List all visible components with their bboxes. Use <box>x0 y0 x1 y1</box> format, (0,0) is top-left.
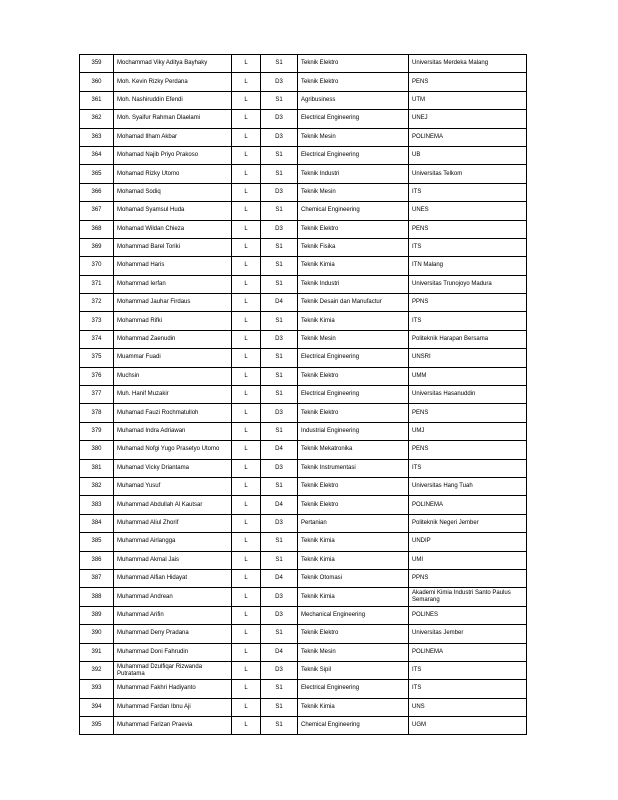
major-cell: Electrical Engineering <box>298 349 409 367</box>
row-number-cell: 383 <box>80 496 114 514</box>
row-number-cell: 378 <box>80 404 114 422</box>
university-cell: Universitas Hang Tuah <box>409 477 527 495</box>
table-row <box>80 294 527 312</box>
row-number-cell: 368 <box>80 220 114 238</box>
table-row <box>80 312 527 330</box>
major-cell: Agribusiness <box>298 91 409 109</box>
education-level-cell: S1 <box>261 477 298 495</box>
gender-cell: L <box>232 110 261 128</box>
university-cell: UNEJ <box>409 110 527 128</box>
university-cell: PENS <box>409 404 527 422</box>
name-cell: Mohamad Wildan Chieza <box>114 220 232 238</box>
major-cell: Teknik Elektro <box>298 55 409 73</box>
gender-cell: L <box>232 238 261 256</box>
table-row <box>80 606 527 624</box>
gender-cell: L <box>232 257 261 275</box>
row-number-cell: 376 <box>80 367 114 385</box>
gender-cell: L <box>232 569 261 587</box>
row-number-cell: 370 <box>80 257 114 275</box>
major-cell: Pertanian <box>298 514 409 532</box>
row-number-cell: 363 <box>80 128 114 146</box>
education-level-cell: D4 <box>261 643 298 661</box>
name-cell: Muhamad Indra Adriawan <box>114 422 232 440</box>
table-row <box>80 183 527 201</box>
table-row <box>80 330 527 348</box>
name-cell: Mohammad Barel Toriki <box>114 238 232 256</box>
education-level-cell: D3 <box>261 128 298 146</box>
name-cell: Moh. Kevin Rizky Perdana <box>114 73 232 91</box>
table-row <box>80 220 527 238</box>
major-cell: Teknik Mesin <box>298 643 409 661</box>
table-row <box>80 441 527 459</box>
row-number-cell: 384 <box>80 514 114 532</box>
university-cell: PPNS <box>409 569 527 587</box>
major-cell: Electrical Engineering <box>298 146 409 164</box>
gender-cell: L <box>232 183 261 201</box>
major-cell: Industrial Engineering <box>298 422 409 440</box>
name-cell: Mohamad Syamsul Huda <box>114 202 232 220</box>
major-cell: Mechanical Engineering <box>298 606 409 624</box>
table-row <box>80 533 527 551</box>
gender-cell: L <box>232 533 261 551</box>
name-cell: Muhammad Deny Pradana <box>114 625 232 643</box>
education-level-cell: D3 <box>261 661 298 679</box>
table-row <box>80 698 527 716</box>
university-cell: UMJ <box>409 422 527 440</box>
name-cell: Muhammad Aliul Zhorif <box>114 514 232 532</box>
table-row <box>80 477 527 495</box>
major-cell: Teknik Kimia <box>298 588 409 606</box>
major-cell: Teknik Elektro <box>298 73 409 91</box>
major-cell: Electrical Engineering <box>298 110 409 128</box>
gender-cell: L <box>232 643 261 661</box>
gender-cell: L <box>232 165 261 183</box>
university-cell: POLINEMA <box>409 496 527 514</box>
university-cell: UNS <box>409 698 527 716</box>
gender-cell: L <box>232 717 261 735</box>
name-cell: Mochammad Viky Aditya Bayhaky <box>114 55 232 73</box>
university-cell: POLINEMA <box>409 643 527 661</box>
name-cell: Muchsin <box>114 367 232 385</box>
university-cell: ITS <box>409 459 527 477</box>
major-cell: Teknik Mekatronika <box>298 441 409 459</box>
major-cell: Teknik Kimia <box>298 312 409 330</box>
gender-cell: L <box>232 496 261 514</box>
table-row <box>80 275 527 293</box>
gender-cell: L <box>232 680 261 698</box>
major-cell: Teknik Kimia <box>298 257 409 275</box>
gender-cell: L <box>232 128 261 146</box>
table-row <box>80 238 527 256</box>
gender-cell: L <box>232 146 261 164</box>
education-level-cell: S1 <box>261 625 298 643</box>
row-number-cell: 382 <box>80 477 114 495</box>
table-row <box>80 459 527 477</box>
row-number-cell: 374 <box>80 330 114 348</box>
name-cell: Muhammad Akmal Jais <box>114 551 232 569</box>
university-cell: PENS <box>409 73 527 91</box>
education-level-cell: S1 <box>261 238 298 256</box>
row-number-cell: 385 <box>80 533 114 551</box>
name-cell: Muhammad Dzulfiqar Rizwanda Putratama <box>114 661 232 679</box>
gender-cell: L <box>232 367 261 385</box>
table-row <box>80 717 527 735</box>
major-cell: Teknik Elektro <box>298 625 409 643</box>
education-level-cell: S1 <box>261 533 298 551</box>
university-cell: ITS <box>409 661 527 679</box>
education-level-cell: D3 <box>261 110 298 128</box>
university-cell: Universitas Telkom <box>409 165 527 183</box>
gender-cell: L <box>232 55 261 73</box>
education-level-cell: S1 <box>261 680 298 698</box>
university-cell: PENS <box>409 220 527 238</box>
university-cell: Universitas Hasanuddin <box>409 386 527 404</box>
major-cell: Teknik Otomasi <box>298 569 409 587</box>
table-row <box>80 422 527 440</box>
name-cell: Muhammad Fardan Ibnu Aji <box>114 698 232 716</box>
participant-table <box>79 54 527 735</box>
university-cell: ITS <box>409 238 527 256</box>
table-row <box>80 146 527 164</box>
gender-cell: L <box>232 661 261 679</box>
university-cell: UTM <box>409 91 527 109</box>
education-level-cell: D3 <box>261 220 298 238</box>
row-number-cell: 395 <box>80 717 114 735</box>
gender-cell: L <box>232 349 261 367</box>
row-number-cell: 386 <box>80 551 114 569</box>
table-row <box>80 588 527 606</box>
name-cell: Muh. Hanif Muzakir <box>114 386 232 404</box>
education-level-cell: S1 <box>261 422 298 440</box>
university-cell: ITS <box>409 680 527 698</box>
row-number-cell: 373 <box>80 312 114 330</box>
table-row <box>80 110 527 128</box>
row-number-cell: 391 <box>80 643 114 661</box>
table-row <box>80 91 527 109</box>
education-level-cell: D3 <box>261 330 298 348</box>
table-row <box>80 367 527 385</box>
name-cell: Muhammad Airlangga <box>114 533 232 551</box>
university-cell: Universitas Trunojoyo Madura <box>409 275 527 293</box>
name-cell: Muhammad Farizan Praevia <box>114 717 232 735</box>
major-cell: Teknik Desain dan Manufactur <box>298 294 409 312</box>
major-cell: Teknik Kimia <box>298 533 409 551</box>
education-level-cell: S1 <box>261 257 298 275</box>
table-row <box>80 165 527 183</box>
table-body <box>80 55 527 735</box>
table-row <box>80 386 527 404</box>
row-number-cell: 381 <box>80 459 114 477</box>
gender-cell: L <box>232 459 261 477</box>
row-number-cell: 392 <box>80 661 114 679</box>
gender-cell: L <box>232 625 261 643</box>
university-cell: Politeknik Harapan Bersama <box>409 330 527 348</box>
university-cell: Politeknik Negeri Jember <box>409 514 527 532</box>
education-level-cell: S1 <box>261 146 298 164</box>
university-cell: PENS <box>409 441 527 459</box>
row-number-cell: 361 <box>80 91 114 109</box>
table-row <box>80 202 527 220</box>
education-level-cell: D4 <box>261 294 298 312</box>
name-cell: Mohammad Jauhar Firdaus <box>114 294 232 312</box>
education-level-cell: S1 <box>261 202 298 220</box>
education-level-cell: S1 <box>261 367 298 385</box>
gender-cell: L <box>232 312 261 330</box>
major-cell: Teknik Elektro <box>298 367 409 385</box>
table-row <box>80 404 527 422</box>
major-cell: Electrical Engineering <box>298 386 409 404</box>
university-cell: POLINES <box>409 606 527 624</box>
major-cell: Teknik Industri <box>298 165 409 183</box>
table-row <box>80 514 527 532</box>
education-level-cell: S1 <box>261 165 298 183</box>
table-row <box>80 661 527 679</box>
university-cell: UNSRI <box>409 349 527 367</box>
university-cell: UMI <box>409 551 527 569</box>
name-cell: Mohamad Sodiq <box>114 183 232 201</box>
table-row <box>80 128 527 146</box>
row-number-cell: 362 <box>80 110 114 128</box>
university-cell: Universitas Jember <box>409 625 527 643</box>
row-number-cell: 369 <box>80 238 114 256</box>
university-cell: UNDIP <box>409 533 527 551</box>
row-number-cell: 379 <box>80 422 114 440</box>
major-cell: Teknik Elektro <box>298 220 409 238</box>
name-cell: Muhammad Doni Fahrudin <box>114 643 232 661</box>
name-cell: Muhamad Fauzi Rochmatulloh <box>114 404 232 422</box>
gender-cell: L <box>232 73 261 91</box>
major-cell: Teknik Kimia <box>298 551 409 569</box>
row-number-cell: 359 <box>80 55 114 73</box>
gender-cell: L <box>232 422 261 440</box>
major-cell: Teknik Mesin <box>298 330 409 348</box>
name-cell: Moh. Syaifur Rahman Dlaelami <box>114 110 232 128</box>
gender-cell: L <box>232 698 261 716</box>
name-cell: Muhammad Arifin <box>114 606 232 624</box>
education-level-cell: S1 <box>261 349 298 367</box>
row-number-cell: 377 <box>80 386 114 404</box>
row-number-cell: 380 <box>80 441 114 459</box>
gender-cell: L <box>232 275 261 293</box>
major-cell: Teknik Instrumentasi <box>298 459 409 477</box>
education-level-cell: D3 <box>261 73 298 91</box>
education-level-cell: D4 <box>261 496 298 514</box>
table-row <box>80 349 527 367</box>
education-level-cell: S1 <box>261 275 298 293</box>
name-cell: Muhammad Alfian Hidayat <box>114 569 232 587</box>
table-row <box>80 55 527 73</box>
table-row <box>80 643 527 661</box>
name-cell: Muhamad Vicky Driantama <box>114 459 232 477</box>
row-number-cell: 388 <box>80 588 114 606</box>
table-row <box>80 496 527 514</box>
major-cell: Chemical Engineering <box>298 202 409 220</box>
gender-cell: L <box>232 477 261 495</box>
row-number-cell: 387 <box>80 569 114 587</box>
major-cell: Teknik Kimia <box>298 698 409 716</box>
name-cell: Muhammad Andrean <box>114 588 232 606</box>
major-cell: Teknik Elektro <box>298 404 409 422</box>
education-level-cell: S1 <box>261 312 298 330</box>
name-cell: Muhamad Nofgi Yugo Prasetyo Utomo <box>114 441 232 459</box>
major-cell: Teknik Fisika <box>298 238 409 256</box>
row-number-cell: 393 <box>80 680 114 698</box>
university-cell: UGM <box>409 717 527 735</box>
major-cell: Teknik Mesin <box>298 183 409 201</box>
education-level-cell: D3 <box>261 404 298 422</box>
university-cell: Akademi Kimia Industri Santo Paulus Semarang <box>409 588 527 606</box>
row-number-cell: 364 <box>80 146 114 164</box>
education-level-cell: S1 <box>261 551 298 569</box>
name-cell: Muammar Fuadi <box>114 349 232 367</box>
education-level-cell: D4 <box>261 569 298 587</box>
education-level-cell: D3 <box>261 588 298 606</box>
university-cell: Universitas Merdeka Malang <box>409 55 527 73</box>
table-row <box>80 257 527 275</box>
row-number-cell: 371 <box>80 275 114 293</box>
education-level-cell: D4 <box>261 441 298 459</box>
row-number-cell: 360 <box>80 73 114 91</box>
gender-cell: L <box>232 441 261 459</box>
row-number-cell: 366 <box>80 183 114 201</box>
education-level-cell: S1 <box>261 91 298 109</box>
university-cell: ITS <box>409 312 527 330</box>
gender-cell: L <box>232 606 261 624</box>
name-cell: Mohamad Rizky Utomo <box>114 165 232 183</box>
name-cell: Muhamad Yusuf <box>114 477 232 495</box>
gender-cell: L <box>232 404 261 422</box>
education-level-cell: D3 <box>261 459 298 477</box>
education-level-cell: D3 <box>261 514 298 532</box>
university-cell: UMM <box>409 367 527 385</box>
education-level-cell: S1 <box>261 386 298 404</box>
row-number-cell: 375 <box>80 349 114 367</box>
education-level-cell: S1 <box>261 55 298 73</box>
name-cell: Mohammad Ierfan <box>114 275 232 293</box>
university-cell: ITS <box>409 183 527 201</box>
table-row <box>80 551 527 569</box>
row-number-cell: 389 <box>80 606 114 624</box>
table-row <box>80 73 527 91</box>
education-level-cell: D3 <box>261 606 298 624</box>
row-number-cell: 367 <box>80 202 114 220</box>
university-cell: UB <box>409 146 527 164</box>
gender-cell: L <box>232 91 261 109</box>
university-cell: POLINEMA <box>409 128 527 146</box>
education-level-cell: S1 <box>261 717 298 735</box>
university-cell: PPNS <box>409 294 527 312</box>
gender-cell: L <box>232 220 261 238</box>
row-number-cell: 372 <box>80 294 114 312</box>
university-cell: ITN Malang <box>409 257 527 275</box>
gender-cell: L <box>232 551 261 569</box>
education-level-cell: D3 <box>261 183 298 201</box>
gender-cell: L <box>232 330 261 348</box>
name-cell: Mohammad Rifki <box>114 312 232 330</box>
table-row <box>80 680 527 698</box>
row-number-cell: 394 <box>80 698 114 716</box>
row-number-cell: 365 <box>80 165 114 183</box>
major-cell: Teknik Elektro <box>298 477 409 495</box>
major-cell: Teknik Sipil <box>298 661 409 679</box>
name-cell: Mohammad Zaenudin <box>114 330 232 348</box>
name-cell: Muhammad Abdullah Al Kautsar <box>114 496 232 514</box>
gender-cell: L <box>232 294 261 312</box>
major-cell: Teknik Mesin <box>298 128 409 146</box>
major-cell: Teknik Elektro <box>298 496 409 514</box>
gender-cell: L <box>232 588 261 606</box>
table-row <box>80 569 527 587</box>
major-cell: Electrical Engineering <box>298 680 409 698</box>
name-cell: Moh. Nashiruddin Efendi <box>114 91 232 109</box>
education-level-cell: S1 <box>261 698 298 716</box>
name-cell: Mohamad Ilham Akbar <box>114 128 232 146</box>
name-cell: Mohamad Najib Priyo Prakoso <box>114 146 232 164</box>
gender-cell: L <box>232 514 261 532</box>
major-cell: Teknik Industri <box>298 275 409 293</box>
name-cell: Mohammad Haris <box>114 257 232 275</box>
name-cell: Muhammad Fakhri Hadiyanto <box>114 680 232 698</box>
gender-cell: L <box>232 386 261 404</box>
table-row <box>80 625 527 643</box>
university-cell: UNES <box>409 202 527 220</box>
major-cell: Chemical Engineering <box>298 717 409 735</box>
row-number-cell: 390 <box>80 625 114 643</box>
gender-cell: L <box>232 202 261 220</box>
